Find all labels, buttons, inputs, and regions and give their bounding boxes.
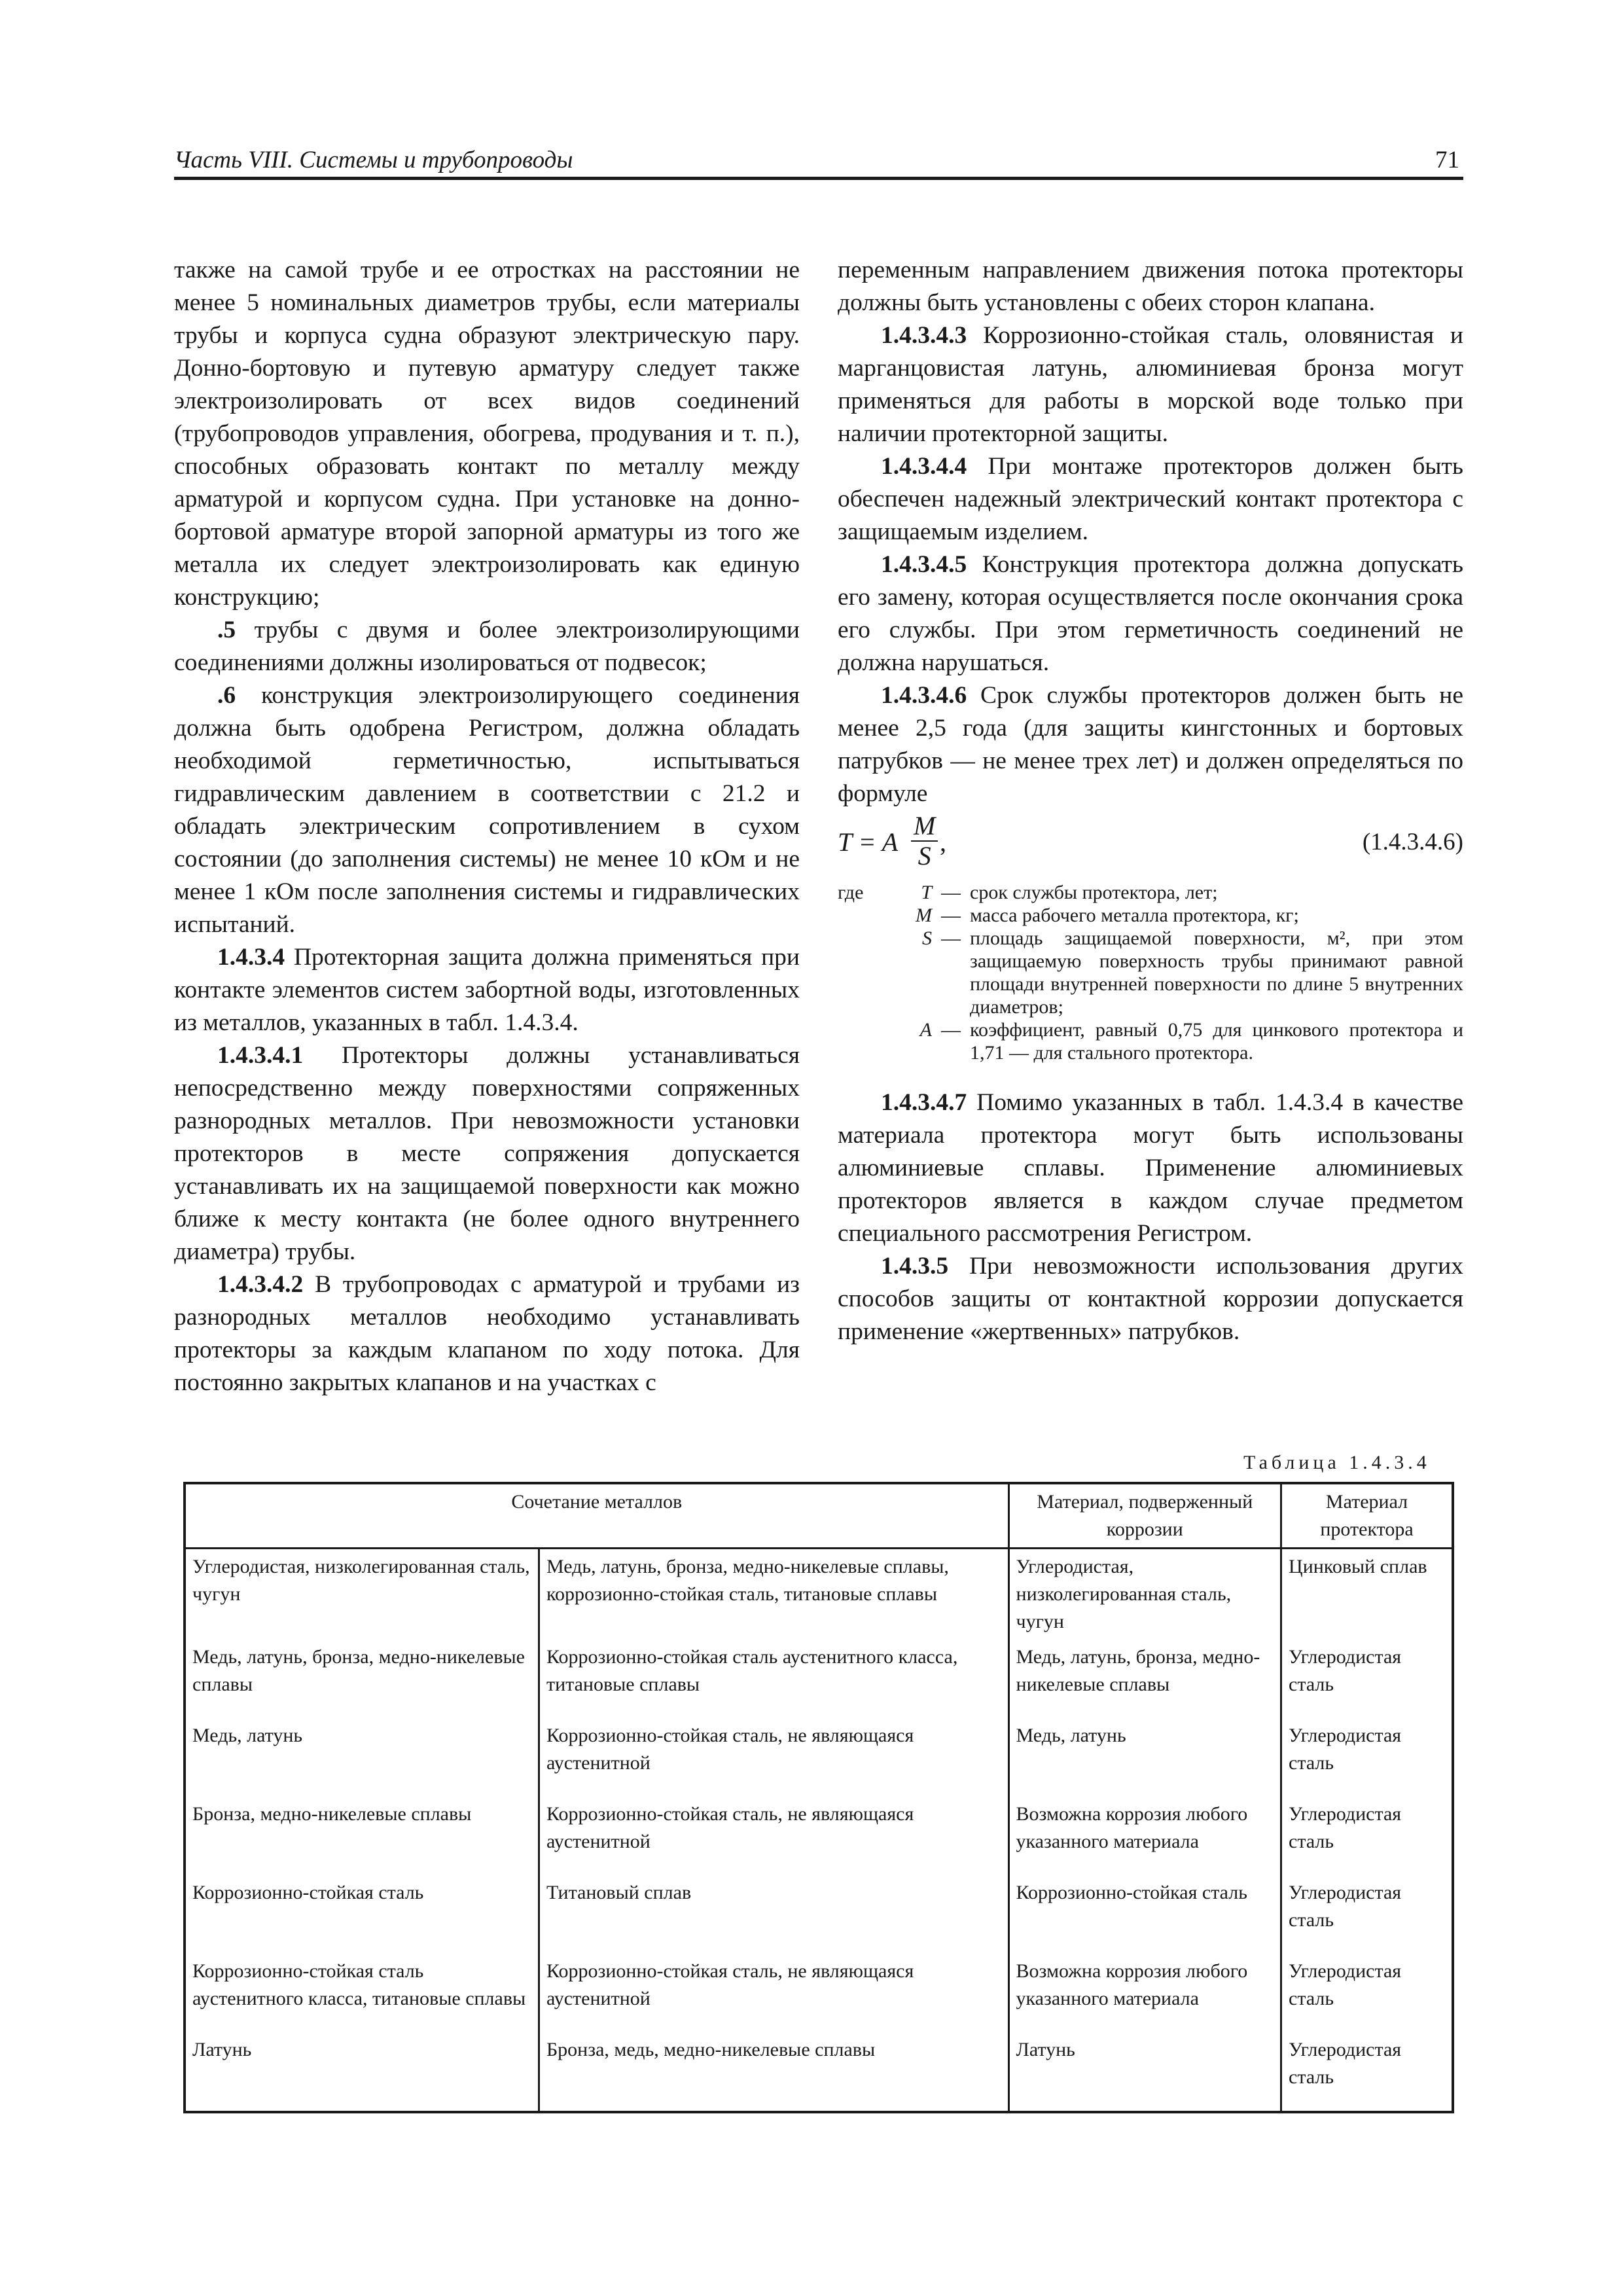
clause-number: 1.4.3.4.1: [217, 1042, 304, 1069]
paragraph: [838, 679, 1463, 810]
clause-text: Конструкция протектора должна допускать его замену, которая осуществляется после окончания срока его службы. При этом герметичность соединений не должна нарушаться.: [838, 551, 1463, 676]
formula-lhs: T = A: [838, 827, 899, 857]
table-cell: Возможна коррозия любого указанного материала: [1008, 1954, 1281, 2032]
table-cell: Углеродистая, низколегированная сталь, чугун: [1008, 1549, 1281, 1640]
table-caption: Таблица 1.4.3.4: [1243, 1452, 1431, 1473]
paragraph: [174, 679, 800, 941]
table-cell: Углеродистая сталь: [1281, 1875, 1453, 1954]
clause-text: Протекторы должны устанавливаться непосредственно между поверхностями сопряженных разнородных металлов. При невозможности установки протекторов в месте сопряжения допускается устанавливать их на защищаемой поверхности как можно ближе к месту контакта (не более одного внутреннего диаметра) трубы.: [174, 1042, 800, 1265]
clause-number: 1.4.3.5: [881, 1253, 949, 1280]
paragraph: [174, 614, 800, 679]
table-row: [185, 1549, 1453, 1640]
table-cell: Углеродистая сталь: [1281, 1954, 1453, 2032]
table-cell: Медь, латунь, бронза, медно-никелевые сплавы: [1008, 1640, 1281, 1718]
clause-text: Помимо указанных в табл. 1.4.3.4 в качестве материала протектора могут быть использованы алюминиевые сплавы. Применение алюминиевых протекторов является в каждом случае предметом специального рассмотрения Регистром.: [838, 1089, 1463, 1247]
legend-text: масса рабочего металла протектора, кг;: [970, 905, 1299, 926]
legend-symbol: M: [916, 905, 932, 926]
table-cell: Коррозионно-стойкая сталь аустенитного класса, титановые сплавы: [539, 1640, 1008, 1718]
table-header-row: [185, 1483, 1453, 1549]
legend-text: срок службы протектора, лет;: [970, 882, 1218, 903]
clause-text: Протекторная защита должна применяться при контакте элементов систем забортной воды, изготовленных из металлов, указанных в табл. 1.4.3.4.: [174, 944, 800, 1036]
header-metal-combination: Сочетание металлов: [185, 1483, 1008, 1549]
table-row: [185, 2032, 1453, 2112]
table-cell: Коррозионно-стойкая сталь, не являющаяся аустенитной: [539, 1797, 1008, 1875]
table-cell: Медь, латунь, бронза, медно-никелевые сплавы: [185, 1640, 539, 1718]
table-cell: Углеродистая сталь: [1281, 1718, 1453, 1797]
legend-item: [838, 881, 1463, 904]
clause-number: 1.4.3.4.4: [881, 453, 967, 480]
table-cell: Цинковый сплав: [1281, 1549, 1453, 1640]
table-row: [185, 1875, 1453, 1954]
legend-item: [838, 927, 1463, 1018]
clause-number: 1.4.3.4.5: [881, 551, 967, 578]
table-cell: Медь, латунь: [185, 1718, 539, 1797]
table-cell: Латунь: [185, 2032, 539, 2112]
legend-item: [838, 904, 1463, 927]
paragraph: [174, 1268, 800, 1399]
legend-dash: —: [941, 905, 961, 926]
legend-item: [838, 1018, 1463, 1064]
formula-fraction: [911, 812, 938, 870]
header-title: Часть VIII. Системы и трубопроводы: [174, 147, 573, 173]
table-cell: Коррозионно-стойкая сталь, не являющаяся аустенитной: [539, 1954, 1008, 2032]
clause-text: При невозможности использования других способов защиты от контактной коррозии допускается применение «жертвенных» патрубков.: [838, 1253, 1463, 1345]
legend-symbol: T: [921, 882, 932, 903]
clause-text: В трубопроводах с арматурой и трубами из разнородных металлов необходимо устанавливать протекторы за каждым клапаном по ходу потока. Для постоянно закрытых клапанов и на участках с: [174, 1271, 800, 1396]
formula-comma: ,: [940, 827, 946, 857]
table-cell: Бронза, медь, медно-никелевые сплавы: [539, 2032, 1008, 2112]
clause-text: При монтаже протекторов должен быть обеспечен надежный электрический контакт протектора с защищаемым изделием.: [838, 453, 1463, 545]
legend-symbol: S: [922, 927, 932, 949]
table-cell: Коррозионно-стойкая сталь аустенитного класса, титановые сплавы: [185, 1954, 539, 2032]
clause-number: 1.4.3.4.7: [881, 1089, 967, 1116]
formula: [838, 812, 1463, 877]
legend-dash: —: [941, 882, 961, 903]
header-corroding-material: Материал, подверженный коррозии: [1008, 1483, 1281, 1549]
clause-number: .5: [217, 617, 236, 643]
table-row: [185, 1797, 1453, 1875]
legend-text: коэффициент, равный 0,75 для цинкового протектора и 1,71 — для стального протектора.: [970, 1019, 1463, 1064]
running-header: [174, 144, 1463, 180]
table-cell: Титановый сплав: [539, 1875, 1008, 1954]
table-cell: Коррозионно-стойкая сталь: [185, 1875, 539, 1954]
table-cell: Бронза, медно-никелевые сплавы: [185, 1797, 539, 1875]
header-protector-material: Материал протектора: [1281, 1483, 1453, 1549]
table-cell: Углеродистая, низколегированная сталь, чугун: [185, 1549, 539, 1640]
table-cell: Коррозионно-стойкая сталь: [1008, 1875, 1281, 1954]
left-column: [174, 254, 800, 1399]
table-row: [185, 1954, 1453, 2032]
paragraph: [838, 450, 1463, 548]
table-cell: Углеродистая сталь: [1281, 1797, 1453, 1875]
clause-number: 1.4.3.4.2: [217, 1271, 304, 1298]
formula-denominator: S: [918, 841, 931, 870]
paragraph: [174, 1039, 800, 1268]
clause-text: Срок службы протекторов должен быть не менее 2,5 года (для защиты кингстонных и бортовых патрубков — не менее трех лет) и должен определяться по формуле: [838, 682, 1463, 807]
table-cell: Углеродистая сталь: [1281, 1640, 1453, 1718]
table-cell: Латунь: [1008, 2032, 1281, 2112]
metals-table: [183, 1482, 1454, 2113]
clause-number: 1.4.3.4.6: [881, 682, 967, 709]
paragraph: [174, 941, 800, 1039]
paragraph: [838, 1086, 1463, 1250]
paragraph: [838, 548, 1463, 679]
page-number: 71: [1435, 147, 1459, 173]
right-column: [838, 254, 1463, 1348]
table-cell: Медь, латунь: [1008, 1718, 1281, 1797]
table-cell: Возможна коррозия любого указанного материала: [1008, 1797, 1281, 1875]
table-row: [185, 1718, 1453, 1797]
table-cell: Углеродистая сталь: [1281, 2032, 1453, 2112]
table-cell: Медь, латунь, бронза, медно-никелевые сплавы, коррозионно-стойкая сталь, титановые сплавы: [539, 1549, 1008, 1640]
formula-number: (1.4.3.4.6): [1362, 829, 1463, 855]
paragraph: также на самой трубе и ее отростках на расстоянии не менее 5 номинальных диаметров трубы, если материалы трубы и корпуса судна образуют электрическую пару. Донно-бортовую и путевую арматуру следует также электроизолировать от всех видов соединений (трубопроводов управления, обогрева, продувания и т. п.), способных образовать контакт по металлу между арматурой и корпусом судна. При установке на донно-бортовой арматуре второй запорной арматуры из того же металла их следует электроизолировать как единую конструкцию;: [174, 257, 800, 611]
where-label: где: [838, 882, 864, 903]
clause-number: 1.4.3.4: [217, 944, 285, 971]
legend-dash: —: [941, 927, 961, 949]
legend-symbol: A: [919, 1019, 932, 1041]
clause-number: .6: [217, 682, 236, 709]
formula-numerator: M: [911, 812, 938, 842]
table-cell: Коррозионно-стойкая сталь, не являющаяся аустенитной: [539, 1718, 1008, 1797]
legend-dash: —: [941, 1019, 961, 1041]
legend-text: площадь защищаемой поверхности, м², при этом защищаемую поверхность трубы принимают равной площади внутренней поверхности по длине 5 внутренних диаметров;: [970, 927, 1463, 1018]
clause-text: конструкция электроизолирующего соединения должна быть одобрена Регистром, должна обладать необходимой герметичностью, испытываться гидравлическим давлением в соответствии с 21.2 и обладать электрическим сопротивлением в сухом состоянии (до заполнения системы) не менее 10 кОм и не менее 1 кОм после заполнения системы и гидравлических испытаний.: [174, 682, 800, 938]
paragraph: переменным направлением движения потока протекторы должны быть установлены с обеих сторон клапана.: [838, 257, 1463, 316]
clause-text: Коррозионно-стойкая сталь, оловянистая и марганцовистая латунь, алюминиевая бронза могут применяться для работы в морской воде только при наличии протекторной защиты.: [838, 322, 1463, 447]
clause-text: трубы с двумя и более электроизолирующими соединениями должны изолироваться от подвесок;: [174, 617, 800, 676]
formula-legend: [838, 881, 1463, 1064]
paragraph: [838, 1250, 1463, 1348]
table-row: [185, 1640, 1453, 1718]
clause-number: 1.4.3.4.3: [881, 322, 967, 349]
paragraph: [838, 319, 1463, 450]
